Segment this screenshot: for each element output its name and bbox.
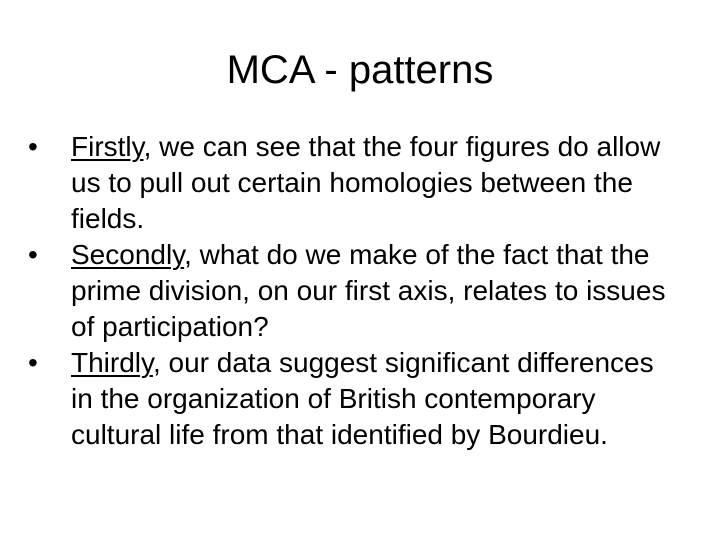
- bullet-text-secondly: , what do we make of the fact that the prime division, on our first axis, relates to issues of participation?: [71, 239, 666, 342]
- bullet-glyph: •: [28, 347, 38, 378]
- bullet-item-thirdly: [28, 345, 678, 453]
- bullet-text-firstly: , we can see that the four figures do allow us to pull out certain homologies between the fields.: [71, 131, 661, 234]
- bullet-glyph: •: [28, 131, 38, 162]
- bullet-text-thirdly: , our data suggest significant differences in the organization of British contemporary cultural life from that identified by Bourdieu.: [71, 347, 654, 450]
- bullet-keyword-secondly: Secondly: [71, 239, 185, 270]
- slide-title: MCA - patterns: [226, 48, 494, 92]
- bullet-item-firstly: [28, 129, 678, 237]
- bullet-item-secondly: [28, 237, 678, 345]
- bullet-keyword-thirdly: Thirdly: [71, 347, 153, 378]
- bullet-glyph: •: [28, 239, 38, 270]
- bullet-keyword-firstly: Firstly: [71, 131, 144, 162]
- bullet-list: [28, 129, 678, 453]
